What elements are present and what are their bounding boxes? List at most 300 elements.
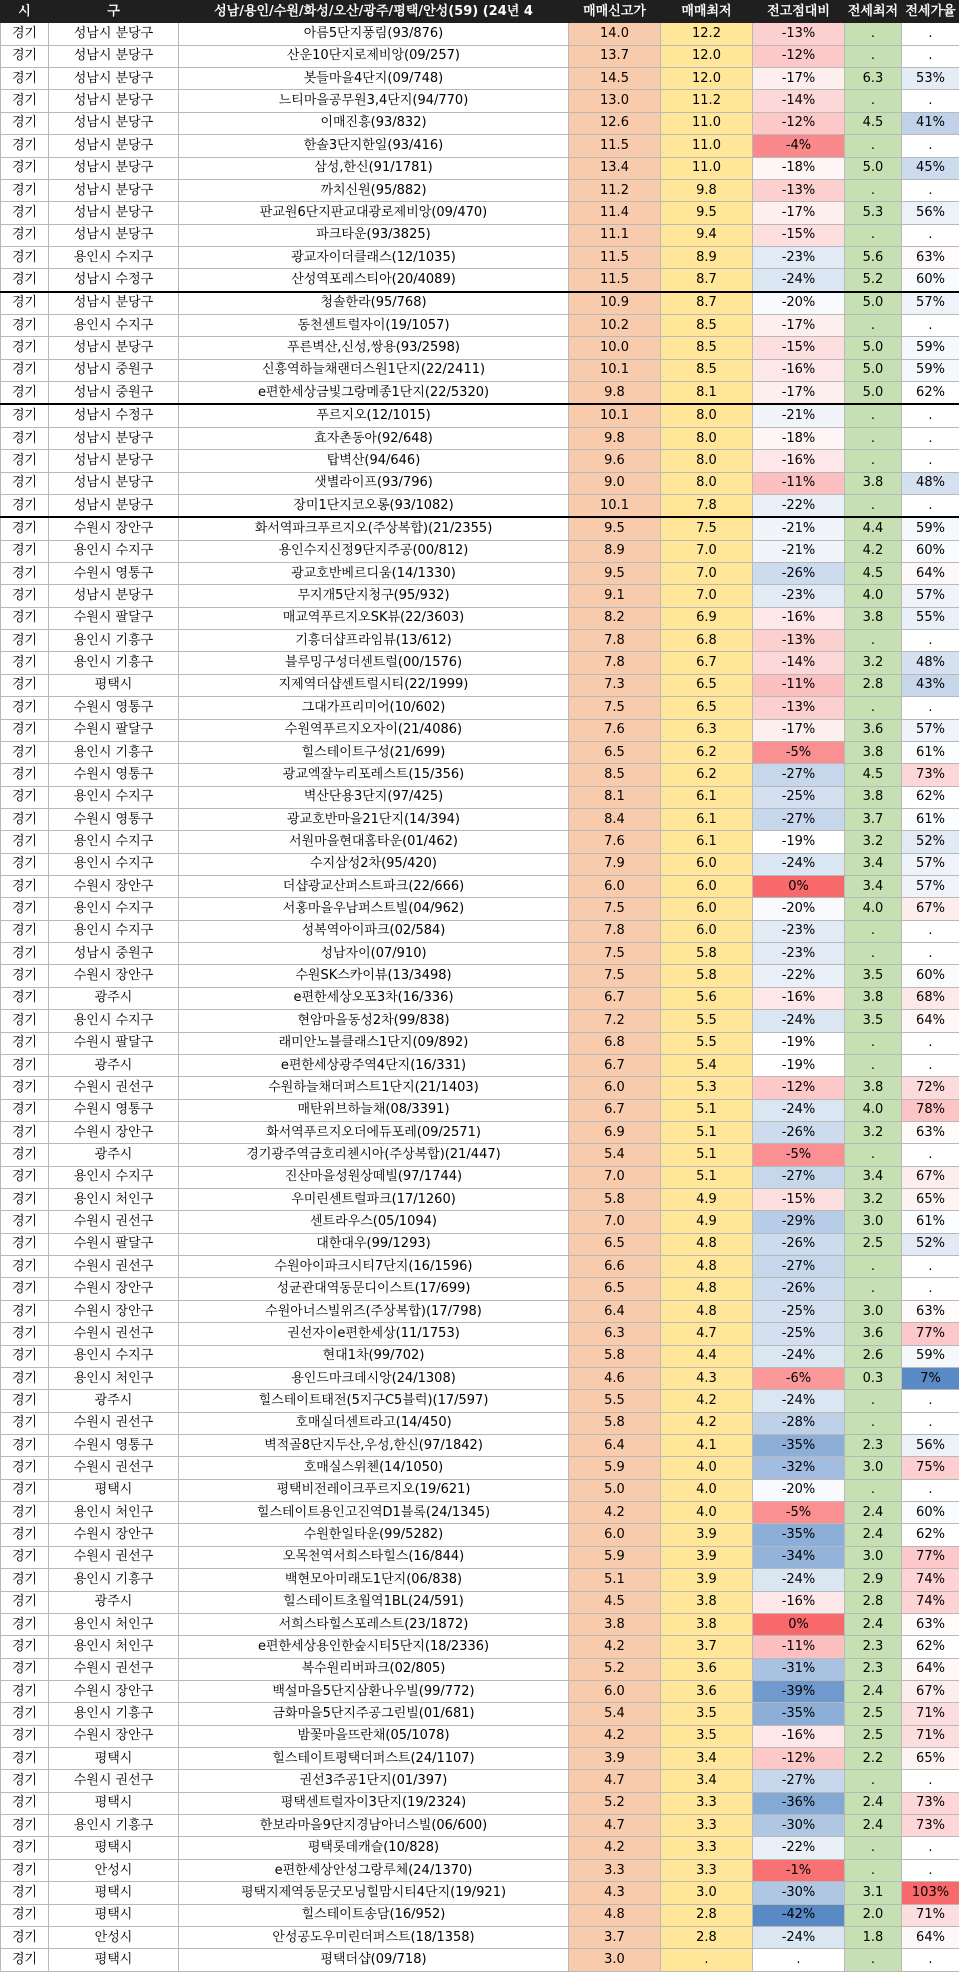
cell-district: 안성시 [49,1926,179,1948]
cell-sale-low: 12.0 [661,45,753,67]
table-row [1,697,959,719]
cell-complex: 대한대우(99/1293) [179,1233,569,1255]
cell-drop: -12% [753,45,845,67]
cell-city: 경기 [1,337,49,359]
cell-jeonse-ratio: . [902,1054,959,1076]
cell-sale-high: 12.6 [569,112,661,134]
cell-district: 수원시 권선구 [49,1077,179,1099]
cell-jeonse-ratio: . [902,90,959,112]
cell-jeonse-low: 2.8 [845,1591,902,1613]
cell-drop: -16% [753,607,845,629]
cell-district: 광주시 [49,1591,179,1613]
cell-city: 경기 [1,1926,49,1948]
cell-district: 평택시 [49,1792,179,1814]
cell-district: 성남시 분당구 [49,427,179,449]
cell-sale-low: 6.5 [661,674,753,696]
table-row [1,269,959,292]
cell-district: 수원시 장안구 [49,1680,179,1702]
cell-sale-low: 5.8 [661,943,753,965]
table-row [1,1032,959,1054]
cell-jeonse-ratio: 62% [902,1524,959,1546]
cell-jeonse-low: 3.8 [845,741,902,763]
table-row [1,45,959,67]
cell-sale-high: 5.0 [569,1479,661,1501]
cell-complex: 광교호반베르디움(14/1330) [179,562,569,584]
cell-jeonse-low: 1.8 [845,1926,902,1948]
cell-city: 경기 [1,808,49,830]
cell-drop: -18% [753,157,845,179]
cell-sale-low: 8.7 [661,292,753,315]
table-row [1,786,959,808]
cell-complex: 성남자이(07/910) [179,943,569,965]
cell-district: 용인시 기흥구 [49,652,179,674]
cell-city: 경기 [1,1032,49,1054]
cell-sale-low: 4.8 [661,1278,753,1300]
cell-jeonse-low: . [845,1949,902,1971]
cell-jeonse-ratio: 56% [902,202,959,224]
cell-jeonse-low: 2.6 [845,1345,902,1367]
cell-sale-low: 7.0 [661,585,753,607]
cell-drop: -35% [753,1524,845,1546]
cell-drop: -25% [753,1323,845,1345]
table-row [1,987,959,1009]
cell-district: 용인시 기흥구 [49,630,179,652]
cell-city: 경기 [1,1792,49,1814]
cell-district: 광주시 [49,1390,179,1412]
cell-sale-high: 7.5 [569,965,661,987]
cell-sale-high: 6.0 [569,1077,661,1099]
cell-city: 경기 [1,1524,49,1546]
cell-city: 경기 [1,585,49,607]
cell-jeonse-ratio: 7% [902,1367,959,1389]
cell-jeonse-ratio: . [902,23,959,45]
cell-district: 안성시 [49,1859,179,1881]
cell-sale-high: 5.9 [569,1457,661,1479]
table-body [1,23,959,1971]
cell-jeonse-low: 2.5 [845,1703,902,1725]
cell-city: 경기 [1,224,49,246]
cell-city: 경기 [1,202,49,224]
cell-sale-high: 5.2 [569,1658,661,1680]
cell-drop: -24% [753,1099,845,1121]
cell-city: 경기 [1,898,49,920]
cell-jeonse-low: . [845,1770,902,1792]
cell-jeonse-ratio: 48% [902,472,959,494]
cell-jeonse-ratio: . [902,315,959,337]
cell-sale-low: 4.7 [661,1323,753,1345]
cell-district: 수원시 팔달구 [49,1233,179,1255]
cell-jeonse-ratio: 63% [902,1613,959,1635]
cell-sale-low: 8.0 [661,472,753,494]
cell-sale-low: 8.0 [661,450,753,472]
cell-jeonse-ratio: 57% [902,853,959,875]
cell-sale-high: 11.1 [569,224,661,246]
cell-complex: 성균관대역동문디이스트(17/699) [179,1278,569,1300]
cell-jeonse-low: . [845,1479,902,1501]
cell-district: 평택시 [49,1748,179,1770]
cell-jeonse-ratio: 77% [902,1546,959,1568]
cell-city: 경기 [1,1121,49,1143]
cell-drop: -36% [753,1792,845,1814]
cell-complex: 현암마을동성2차(99/838) [179,1010,569,1032]
cell-city: 경기 [1,1748,49,1770]
table-row [1,1636,959,1658]
cell-drop: -13% [753,697,845,719]
cell-jeonse-ratio: 41% [902,112,959,134]
cell-city: 경기 [1,494,49,517]
cell-drop: -17% [753,315,845,337]
cell-jeonse-low: 3.4 [845,1166,902,1188]
cell-sale-low: 7.5 [661,517,753,540]
cell-district: 용인시 처인구 [49,1636,179,1658]
cell-jeonse-ratio: 45% [902,157,959,179]
cell-sale-low: 6.3 [661,719,753,741]
cell-district: 성남시 분당구 [49,585,179,607]
cell-sale-low: 3.7 [661,1636,753,1658]
cell-drop: -25% [753,1300,845,1322]
cell-complex: 용인수지신정9단지주공(00/812) [179,540,569,562]
table-row [1,1457,959,1479]
table-row [1,337,959,359]
cell-sale-high: 13.4 [569,157,661,179]
cell-district: 평택시 [49,1837,179,1859]
cell-jeonse-ratio: 59% [902,359,959,381]
cell-sale-low: 8.1 [661,382,753,405]
cell-drop: -24% [753,1390,845,1412]
cell-jeonse-ratio: 65% [902,1748,959,1770]
table-row [1,1949,959,1971]
cell-jeonse-low: 3.2 [845,652,902,674]
cell-jeonse-ratio: . [902,920,959,942]
cell-sale-high: 5.5 [569,1390,661,1412]
cell-district: 광주시 [49,987,179,1009]
cell-city: 경기 [1,246,49,268]
table-row [1,719,959,741]
cell-jeonse-ratio: 52% [902,1233,959,1255]
cell-complex: 산운10단지로제비앙(09/257) [179,45,569,67]
cell-district: 광주시 [49,1144,179,1166]
table-row [1,427,959,449]
table-row [1,607,959,629]
cell-jeonse-low: 3.0 [845,1300,902,1322]
cell-district: 수원시 권선구 [49,1211,179,1233]
table-row [1,741,959,763]
cell-sale-high: 6.0 [569,1680,661,1702]
cell-complex: 안성공도우미린더퍼스트(18/1358) [179,1926,569,1948]
cell-complex: 백설마을5단지삼환나우빌(99/772) [179,1680,569,1702]
cell-city: 경기 [1,1300,49,1322]
table-row [1,179,959,201]
cell-complex: 복수원리버파크(02/805) [179,1658,569,1680]
cell-city: 경기 [1,179,49,201]
table-row [1,1010,959,1032]
table-row [1,112,959,134]
cell-jeonse-low: 3.1 [845,1882,902,1904]
cell-jeonse-ratio: . [902,427,959,449]
cell-sale-high: 9.6 [569,450,661,472]
cell-drop: -27% [753,764,845,786]
cell-drop: -20% [753,1479,845,1501]
cell-jeonse-low: . [845,943,902,965]
cell-sale-low: 3.5 [661,1725,753,1747]
cell-drop: -39% [753,1680,845,1702]
cell-drop: -42% [753,1904,845,1926]
cell-jeonse-ratio: 48% [902,652,959,674]
cell-sale-low: . [661,1949,753,1971]
cell-complex: 탑벽산(94/646) [179,450,569,472]
cell-jeonse-low: 5.3 [845,202,902,224]
cell-jeonse-low: 2.4 [845,1502,902,1524]
table-row [1,1770,959,1792]
cell-district: 용인시 수지구 [49,1166,179,1188]
cell-drop: -32% [753,1457,845,1479]
cell-jeonse-ratio: 57% [902,719,959,741]
cell-jeonse-low: 2.9 [845,1569,902,1591]
cell-jeonse-low: 5.0 [845,292,902,315]
table-row [1,23,959,45]
cell-district: 용인시 기흥구 [49,1703,179,1725]
cell-complex: 백현모아미래도1단지(06/838) [179,1569,569,1591]
cell-sale-high: 6.5 [569,1233,661,1255]
cell-city: 경기 [1,540,49,562]
cell-sale-high: 5.9 [569,1546,661,1568]
cell-sale-high: 11.5 [569,269,661,292]
table-row [1,585,959,607]
cell-complex: 센트라우스(05/1094) [179,1211,569,1233]
cell-jeonse-ratio: 71% [902,1725,959,1747]
cell-city: 경기 [1,135,49,157]
cell-drop: -11% [753,1636,845,1658]
cell-jeonse-low: 3.8 [845,607,902,629]
cell-sale-low: 2.8 [661,1904,753,1926]
cell-drop: -12% [753,1748,845,1770]
cell-district: 평택시 [49,1949,179,1971]
cell-city: 경기 [1,1502,49,1524]
cell-city: 경기 [1,943,49,965]
cell-sale-low: 5.5 [661,1010,753,1032]
cell-complex: 서원마을현대홈타운(01/462) [179,831,569,853]
cell-sale-high: 11.2 [569,179,661,201]
table-row [1,382,959,405]
cell-complex: 서희스타힐스포레스트(23/1872) [179,1613,569,1635]
cell-drop: -26% [753,562,845,584]
cell-jeonse-low: . [845,450,902,472]
cell-jeonse-ratio: . [902,1949,959,1971]
cell-sale-low: 6.5 [661,697,753,719]
cell-district: 용인시 수지구 [49,786,179,808]
cell-sale-high: 3.7 [569,1926,661,1948]
cell-sale-low: 4.2 [661,1412,753,1434]
table-row [1,472,959,494]
cell-district: 성남시 분당구 [49,157,179,179]
cell-complex: 서홍마을우남퍼스트빌(04/962) [179,898,569,920]
cell-jeonse-ratio: 74% [902,1569,959,1591]
cell-jeonse-ratio: 73% [902,764,959,786]
cell-jeonse-ratio: 62% [902,1636,959,1658]
cell-drop: -13% [753,23,845,45]
cell-jeonse-low: 3.0 [845,1457,902,1479]
cell-drop: -27% [753,1166,845,1188]
cell-city: 경기 [1,359,49,381]
cell-drop: -15% [753,337,845,359]
cell-city: 경기 [1,23,49,45]
cell-complex: 평택비전레이크푸르지오(19/621) [179,1479,569,1501]
cell-sale-high: 6.8 [569,1032,661,1054]
cell-district: 수원시 권선구 [49,1412,179,1434]
cell-city: 경기 [1,1636,49,1658]
cell-sale-low: 9.4 [661,224,753,246]
cell-complex: 힐스테이트초월역1BL(24/591) [179,1591,569,1613]
cell-district: 수원시 권선구 [49,1256,179,1278]
header-complex: 성남/용인/수원/화성/오산/광주/평택/안성(59) (24년 4 [179,1,569,23]
table-row [1,1926,959,1948]
cell-jeonse-low: . [845,179,902,201]
cell-jeonse-low: 3.2 [845,831,902,853]
cell-complex: 장미1단지코오롱(93/1082) [179,494,569,517]
cell-district: 성남시 분당구 [49,202,179,224]
cell-complex: 그대가프리미어(10/602) [179,697,569,719]
cell-complex: 광교자이더클래스(12/1035) [179,246,569,268]
table-row [1,562,959,584]
cell-jeonse-low: 3.6 [845,719,902,741]
cell-complex: 수원SK스카이뷰(13/3498) [179,965,569,987]
cell-district: 성남시 분당구 [49,135,179,157]
table-row [1,1144,959,1166]
cell-district: 성남시 분당구 [49,45,179,67]
table-row [1,1099,959,1121]
cell-complex: 힐스테이트송담(16/952) [179,1904,569,1926]
cell-complex: e편한세상광주역4단지(16/331) [179,1054,569,1076]
cell-complex: 봇들마을4단지(09/748) [179,68,569,90]
cell-sale-low: 6.8 [661,630,753,652]
table-row [1,898,959,920]
cell-sale-high: 4.2 [569,1725,661,1747]
cell-drop: -16% [753,359,845,381]
cell-sale-high: 7.5 [569,697,661,719]
cell-jeonse-low: 3.8 [845,472,902,494]
cell-district: 용인시 수지구 [49,1345,179,1367]
table-row [1,292,959,315]
cell-city: 경기 [1,1859,49,1881]
cell-jeonse-low: 2.8 [845,674,902,696]
cell-drop: -30% [753,1815,845,1837]
table-row [1,224,959,246]
cell-jeonse-ratio: 65% [902,1189,959,1211]
cell-complex: 청솔한라(95/768) [179,292,569,315]
cell-city: 경기 [1,1435,49,1457]
cell-sale-high: 3.0 [569,1949,661,1971]
table-row [1,1256,959,1278]
cell-jeonse-ratio: 67% [902,1680,959,1702]
cell-sale-low: 4.0 [661,1457,753,1479]
cell-sale-low: 3.6 [661,1658,753,1680]
cell-sale-low: 9.8 [661,179,753,201]
table-row [1,1904,959,1926]
table-row [1,965,959,987]
cell-district: 용인시 기흥구 [49,741,179,763]
cell-sale-high: 3.3 [569,1859,661,1881]
cell-complex: 신흥역하늘채랜더스원1단지(22/2411) [179,359,569,381]
cell-complex: 까치신원(95/882) [179,179,569,201]
cell-jeonse-ratio: 72% [902,1077,959,1099]
cell-city: 경기 [1,269,49,292]
cell-drop: -35% [753,1703,845,1725]
cell-complex: 평택더샵(09/718) [179,1949,569,1971]
cell-jeonse-low: 3.8 [845,1077,902,1099]
cell-jeonse-ratio: 64% [902,1658,959,1680]
cell-sale-high: 9.8 [569,382,661,405]
table-row [1,1121,959,1143]
table-row [1,1300,959,1322]
cell-sale-low: 6.0 [661,898,753,920]
cell-district: 성남시 분당구 [49,112,179,134]
table-row [1,1569,959,1591]
cell-city: 경기 [1,1703,49,1725]
table-row [1,1435,959,1457]
cell-jeonse-ratio: 53% [902,68,959,90]
cell-sale-low: 8.9 [661,246,753,268]
cell-sale-high: 11.5 [569,246,661,268]
cell-sale-high: 4.6 [569,1367,661,1389]
cell-sale-high: 13.0 [569,90,661,112]
cell-jeonse-ratio: 59% [902,1345,959,1367]
cell-jeonse-low: . [845,90,902,112]
cell-district: 광주시 [49,1054,179,1076]
cell-city: 경기 [1,1412,49,1434]
table-row [1,135,959,157]
cell-city: 경기 [1,1211,49,1233]
table-row [1,450,959,472]
cell-city: 경기 [1,1770,49,1792]
cell-sale-low: 7.0 [661,562,753,584]
cell-district: 수원시 장안구 [49,1524,179,1546]
cell-jeonse-low: 2.4 [845,1613,902,1635]
cell-jeonse-ratio: 60% [902,540,959,562]
table-row [1,1680,959,1702]
table-row [1,1502,959,1524]
cell-sale-high: 11.4 [569,202,661,224]
cell-sale-low: 8.0 [661,427,753,449]
cell-sale-high: 7.0 [569,1166,661,1188]
cell-sale-low: 6.7 [661,652,753,674]
cell-district: 수원시 권선구 [49,1770,179,1792]
cell-district: 수원시 영통구 [49,562,179,584]
cell-sale-low: 12.2 [661,23,753,45]
cell-jeonse-low: . [845,1054,902,1076]
cell-sale-low: 11.0 [661,135,753,157]
cell-city: 경기 [1,427,49,449]
cell-sale-low: 6.1 [661,786,753,808]
cell-district: 성남시 분당구 [49,450,179,472]
cell-complex: 수지삼성2차(95/420) [179,853,569,875]
cell-sale-high: 6.4 [569,1300,661,1322]
table-row [1,1748,959,1770]
cell-jeonse-ratio: . [902,697,959,719]
cell-jeonse-low: . [845,1837,902,1859]
cell-drop: -26% [753,1121,845,1143]
cell-drop: 0% [753,876,845,898]
cell-drop: -13% [753,179,845,201]
cell-sale-low: 2.8 [661,1926,753,1948]
cell-complex: 광교엑잘누리포레스트(15/356) [179,764,569,786]
table-row [1,1077,959,1099]
cell-complex: 한솔3단지한일(93/416) [179,135,569,157]
cell-jeonse-ratio: 57% [902,585,959,607]
table-row [1,1278,959,1300]
cell-sale-low: 9.5 [661,202,753,224]
cell-sale-low: 6.0 [661,876,753,898]
cell-sale-high: 6.7 [569,987,661,1009]
